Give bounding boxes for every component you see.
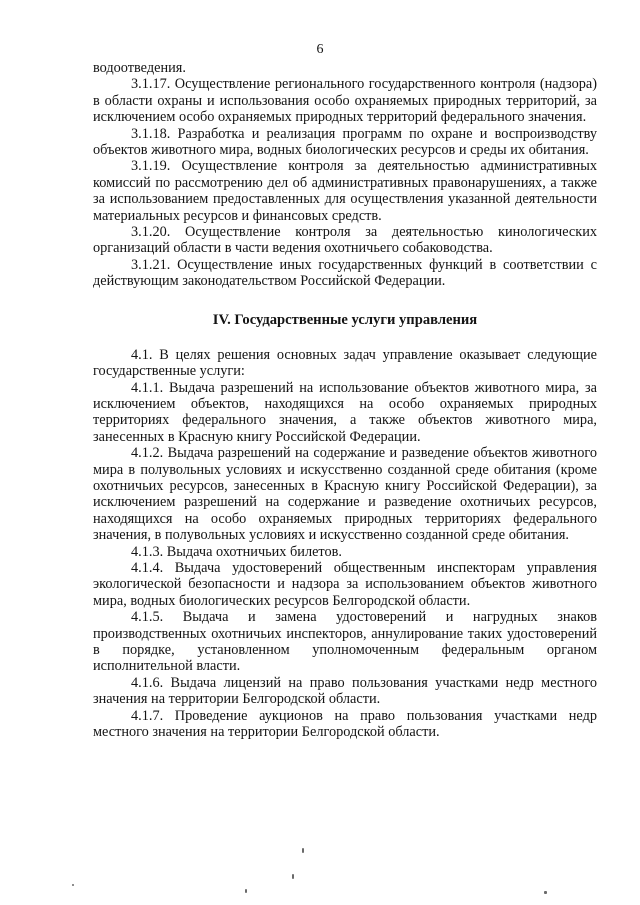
paragraph-4-1-4: 4.1.4. Выдача удостоверений общественным инспекторам управления экологической безопасности и надзора за использованием объектов животного мира, водных биологических ресурсов Белгородской области. (93, 559, 597, 609)
paragraph-4-1-7: 4.1.7. Проведение аукционов на право пользования участками недр местного значения на территории Белгородской области. (93, 707, 597, 741)
scan-speck (544, 891, 547, 894)
scan-speck (302, 848, 304, 853)
paragraph-3-1-21: 3.1.21. Осуществление иных государственных функций в соответствии с действующим законодательством Российской Федерации. (93, 256, 597, 290)
paragraph-4-1: 4.1. В целях решения основных задач управление оказывает следующие государственные услуги: (93, 346, 597, 380)
section-heading: IV. Государственные услуги управления (212, 311, 478, 328)
paragraph-4-1-5: 4.1.5. Выдача и замена удостоверений и нагрудных знаков производственных охотничьих инспекторов, аннулирование таких удостоверений в порядке, установленном уполномоченным федеральным органом исполнительной власти. (93, 609, 597, 675)
paragraph-4-1-6: 4.1.6. Выдача лицензий на право пользования участками недр местного значения на территории Белгородской области. (93, 674, 597, 708)
paragraph-3-1-17: 3.1.17. Осуществление регионального государственного контроля (надзора) в области охраны и использования особо охраняемых природных территорий, за исключением особо охраняемых природных территорий федерального значения. (93, 76, 597, 126)
paragraph-continuation: водоотведения. (93, 60, 186, 76)
page-number: 6 (316, 42, 324, 57)
paragraph-4-1-3: 4.1.3. Выдача охотничьих билетов. (131, 543, 342, 560)
paragraph-4-1-1: 4.1.1. Выдача разрешений на использование объектов животного мира, за исключением объектов, находящихся на особо охраняемых природных территориях федерального значения, а также объектов животного мира, занесенных в Красную книгу Российской Федерации. (93, 379, 597, 445)
paragraph-3-1-19: 3.1.19. Осуществление контроля за деятельностью административных комиссий по рассмотрению дел об административных правонарушениях, а также за использованием предоставленных для осуществления указанной деятельности материальных ресурсов и финансовых средств. (93, 158, 597, 224)
paragraph-4-1-2: 4.1.2. Выдача разрешений на содержание и разведение объектов животного мира в полувольных условиях и искусственно созданной среде обитания (кроме охотничьих ресурсов, занесенных в Красную книгу Российской Федерации), за исключением разрешений на содержание и разведение охотничьих ресурсов, находящихся на особо охраняемых природных территориях федерального значения, в полувольных условиях и искусственно созданной среде обитания. (93, 445, 597, 544)
scan-speck (292, 874, 294, 879)
scan-speck (245, 889, 247, 893)
document-body (93, 60, 597, 740)
scan-speck (72, 884, 74, 886)
paragraph-3-1-20: 3.1.20. Осуществление контроля за деятельностью кинологических организаций области в части ведения охотничьего собаководства. (93, 224, 597, 257)
paragraph-3-1-18: 3.1.18. Разработка и реализация программ по охране и воспроизводству объектов животного мира, водных биологических ресурсов и среды их обитания. (93, 125, 597, 159)
